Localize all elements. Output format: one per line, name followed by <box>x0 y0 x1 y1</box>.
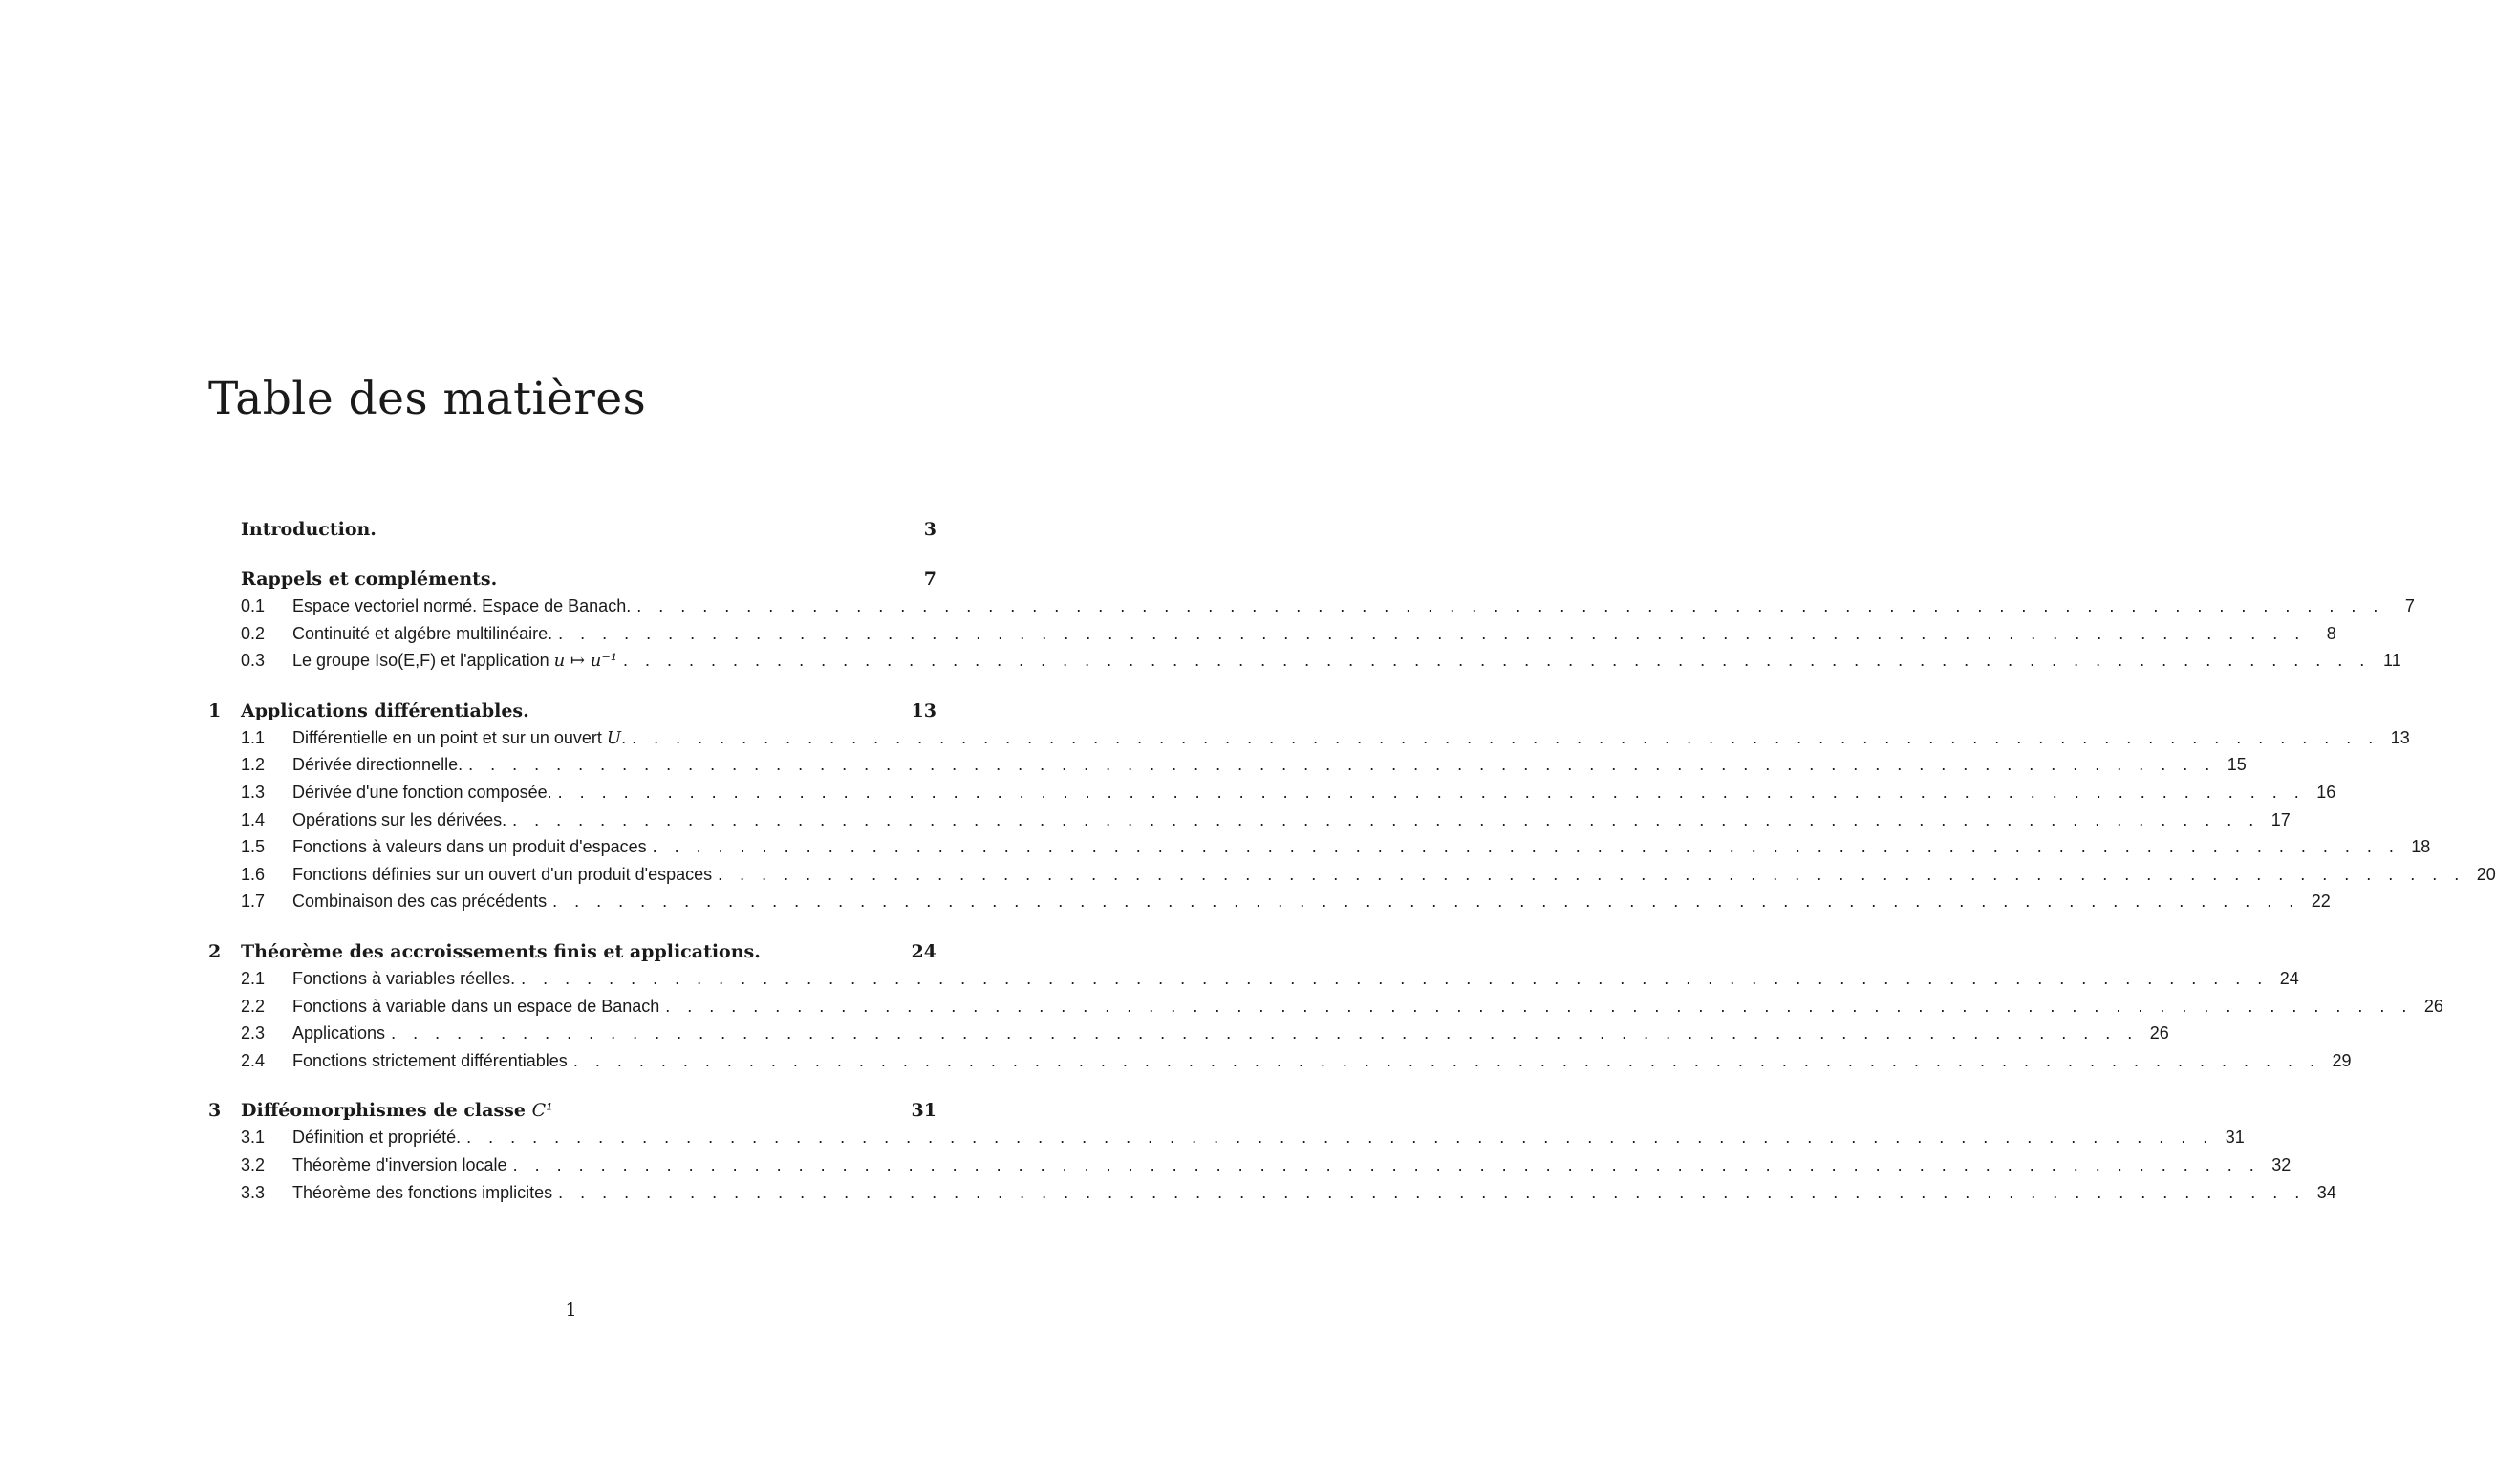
chapter-number: 1 <box>208 699 222 721</box>
chapter-title-text: Applications différentiables. <box>241 699 529 721</box>
chapter-number: 2 <box>208 940 222 962</box>
toc-section-entry[interactable] <box>208 1020 2169 1047</box>
section-title <box>292 1124 461 1151</box>
dot-leader: . . . . . . . . . . . . . . . . . . . . . . . . . . . . . . . . . . . . . . . . . . . . . . . . . . . . . . . . . . . . . . . . . . . . . . . . . . . . . . . . <box>623 651 2371 671</box>
chapter-title-math: C¹ <box>531 1100 553 1122</box>
toc-section-entry[interactable] <box>208 1047 2352 1075</box>
section-title <box>292 888 547 915</box>
section-number: 1.5 <box>241 837 266 857</box>
section-title <box>292 751 463 779</box>
section-page-number: 17 <box>2270 809 2291 829</box>
dot-leader: . . . . . . . . . . . . . . . . . . . . . . . . . . . . . . . . . . . . . . . . . . . . . . . . . . . . . . . . . . . . . . . . . . . . . . . . . . . . . . . . <box>652 837 2400 857</box>
section-title-text: Fonctions strictement différentiables <box>292 1050 568 1070</box>
section-title <box>292 647 617 676</box>
section-number: 1.6 <box>241 864 266 884</box>
dot-leader: . . . . . . . . . . . . . . . . . . . . . . . . . . . . . . . . . . . . . . . . . . . . . . . . . . . . . . . . . . . . . . . . . . . . . . . . . . . . . . . . <box>466 1128 2214 1148</box>
section-page-number: 15 <box>2227 755 2247 775</box>
toc-chapter-entry[interactable] <box>208 938 936 965</box>
chapter-title-text: Théorème des accroissements finis et applications. <box>241 940 761 962</box>
section-title-math: U <box>606 727 622 748</box>
section-page-number: 20 <box>2476 864 2496 884</box>
section-title-text: Différentielle en un point et sur un ouvert <box>292 727 602 747</box>
section-page-number: 26 <box>2423 996 2443 1016</box>
section-page-number: 32 <box>2271 1154 2292 1174</box>
section-title-text: Théorème des fonctions implicites <box>292 1182 553 1202</box>
section-title-text: Fonctions à variable dans un espace de Banach <box>292 996 660 1016</box>
section-title <box>292 724 626 753</box>
chapter-page-number: 31 <box>911 1100 936 1122</box>
chapter-title-text: Difféomorphismes de classe <box>241 1100 526 1122</box>
toc-chapter-entry[interactable] <box>208 698 936 724</box>
section-title-text: Définition et propriété. <box>292 1128 462 1148</box>
section-page-number: 34 <box>2316 1182 2336 1202</box>
section-number: 2.1 <box>241 968 266 988</box>
section-title-suffix: . <box>621 727 627 747</box>
toc-section-entry[interactable] <box>208 724 2410 752</box>
chapter-page-number: 24 <box>911 940 936 962</box>
dot-leader: . . . . . . . . . . . . . . . . . . . . . . . . . . . . . . . . . . . . . . . . . . . . . . . . . . . . . . . . . . . . . . . . . . . . . . . . . . . . . . . . <box>391 1023 2139 1043</box>
chapter-page-number: 13 <box>911 699 936 721</box>
section-number: 0.2 <box>241 623 266 643</box>
chapter-title <box>241 698 908 724</box>
section-title <box>292 779 552 807</box>
section-title <box>292 592 631 620</box>
section-title-text: Fonctions à valeurs dans un produit d'espaces <box>292 837 647 857</box>
section-number: 3.2 <box>241 1154 266 1174</box>
toc-chapter-block <box>208 698 2496 915</box>
section-number: 1.4 <box>241 809 266 829</box>
section-title <box>292 620 552 648</box>
section-page-number: 11 <box>2383 651 2401 671</box>
dot-leader: . . . . . . . . . . . . . . . . . . . . . . . . . . . . . . . . . . . . . . . . . . . . . . . . . . . . . . . . . . . . . . . . . . . . . . . . . . . . . . . . <box>521 968 2269 988</box>
toc-chapter-block <box>208 516 936 543</box>
chapter-title <box>241 516 908 543</box>
section-title <box>292 993 659 1021</box>
section-title-text: Combinaison des cas précédents <box>292 892 548 912</box>
section-number: 2.2 <box>241 996 266 1016</box>
chapter-page-number: 7 <box>923 569 936 590</box>
section-title-text: Continuité et algébre multilinéaire. <box>292 623 553 643</box>
dot-leader: . . . . . . . . . . . . . . . . . . . . . . . . . . . . . . . . . . . . . . . . . . . . . . . . . . . . . . . . . . . . . . . . . . . . . . . . . . . . . . . . <box>636 596 2384 615</box>
section-number: 1.2 <box>241 755 266 775</box>
toc-section-entry[interactable] <box>208 993 2443 1021</box>
toc-section-entry[interactable] <box>208 833 2431 861</box>
toc-chapter-entry[interactable] <box>208 566 936 592</box>
dot-leader: . . . . . . . . . . . . . . . . . . . . . . . . . . . . . . . . . . . . . . . . . . . . . . . . . . . . . . . . . . . . . . . . . . . . . . . . . . . . . . . . <box>552 892 2300 912</box>
dot-leader: . . . . . . . . . . . . . . . . . . . . . . . . . . . . . . . . . . . . . . . . . . . . . . . . . . . . . . . . . . . . . . . . . . . . . . . . . . . . . . . . <box>558 623 2306 643</box>
section-number: 3.3 <box>241 1182 266 1202</box>
toc-section-entry[interactable] <box>208 751 2247 779</box>
toc-section-entry[interactable] <box>208 1179 2336 1207</box>
dot-leader: . . . . . . . . . . . . . . . . . . . . . . . . . . . . . . . . . . . . . . . . . . . . . . . . . . . . . . . . . . . . . . . . . . . . . . . . . . . . . . . . <box>557 782 2306 802</box>
dot-leader: . . . . . . . . . . . . . . . . . . . . . . . . . . . . . . . . . . . . . . . . . . . . . . . . . . . . . . . . . . . . . . . . . . . . . . . . . . . . . . . . <box>512 1154 2261 1174</box>
toc-section-entry[interactable] <box>208 965 2299 993</box>
dot-leader: . . . . . . . . . . . . . . . . . . . . . . . . . . . . . . . . . . . . . . . . . . . . . . . . . . . . . . . . . . . . . . . . . . . . . . . . . . . . . . . . <box>665 996 2413 1016</box>
section-number: 1.7 <box>241 892 266 912</box>
section-page-number: 26 <box>2149 1023 2169 1043</box>
section-title-text: Dérivée directionnelle. <box>292 755 463 775</box>
chapter-title <box>241 1097 908 1124</box>
section-title <box>292 1179 552 1207</box>
section-number: 3.1 <box>241 1128 266 1148</box>
toc-chapter-block <box>208 938 2443 1074</box>
section-number: 1.1 <box>241 727 266 747</box>
chapter-page-number: 3 <box>923 519 936 540</box>
section-page-number: 8 <box>2326 623 2336 643</box>
section-title-text: Opérations sur les dérivées. <box>292 809 507 829</box>
section-title-math: u ↦ u⁻¹ <box>553 651 618 672</box>
section-title-text: Fonctions définies sur un ouvert d'un produit d'espaces <box>292 864 713 884</box>
section-title-text: Espace vectoriel normé. Espace de Banach. <box>292 596 632 615</box>
dot-leader: . . . . . . . . . . . . . . . . . . . . . . . . . . . . . . . . . . . . . . . . . . . . . . . . . . . . . . . . . . . . . . . . . . . . . . . . . . . . . . . . <box>558 1182 2306 1202</box>
dot-leader: . . . . . . . . . . . . . . . . . . . . . . . . . . . . . . . . . . . . . . . . . . . . . . . . . . . . . . . . . . . . . . . . . . . . . . . . . . . . . . . . <box>468 755 2216 775</box>
dot-leader: . . . . . . . . . . . . . . . . . . . . . . . . . . . . . . . . . . . . . . . . . . . . . . . . . . . . . . . . . . . . . . . . . . . . . . . . . . . . . . . . <box>512 809 2260 829</box>
section-page-number: 29 <box>2332 1050 2352 1070</box>
toc-section-entry[interactable] <box>208 807 2291 834</box>
section-page-number: 24 <box>2279 968 2299 988</box>
section-number: 1.3 <box>241 782 266 802</box>
section-page-number: 18 <box>2411 837 2431 857</box>
section-title <box>292 833 647 861</box>
section-title <box>292 1151 507 1179</box>
section-title-text: Dérivée d'une fonction composée. <box>292 782 552 802</box>
toc-section-entry[interactable] <box>208 779 2336 807</box>
page-number: 1 <box>565 1300 577 1321</box>
page-title: Table des matières <box>208 373 647 425</box>
section-number: 0.1 <box>241 596 266 615</box>
toc-section-entry[interactable] <box>208 1124 2245 1151</box>
section-title-text: Théorème d'inversion locale <box>292 1154 507 1174</box>
section-number: 2.3 <box>241 1023 266 1043</box>
chapter-title <box>241 566 908 592</box>
dot-leader: . . . . . . . . . . . . . . . . . . . . . . . . . . . . . . . . . . . . . . . . . . . . . . . . . . . . . . . . . . . . . . . . . . . . . . . . . . . . . . . . <box>632 727 2379 747</box>
toc-section-entry[interactable] <box>208 1151 2292 1179</box>
section-page-number: 7 <box>2404 596 2415 615</box>
section-page-number: 31 <box>2225 1128 2245 1148</box>
section-title <box>292 861 712 889</box>
chapter-title-text: Rappels et compléments. <box>241 569 498 590</box>
section-title <box>292 1047 568 1075</box>
toc-section-entry[interactable] <box>208 592 2415 620</box>
section-page-number: 16 <box>2316 782 2336 802</box>
section-title-text: Applications <box>292 1023 386 1043</box>
section-title-text: Fonctions à variables réelles. <box>292 968 516 988</box>
toc-chapter-block <box>208 566 2415 675</box>
toc-section-entry[interactable] <box>208 861 2496 889</box>
section-page-number: 22 <box>2311 892 2331 912</box>
section-title-text: Le groupe Iso(E,F) et l'application <box>292 651 549 671</box>
dot-leader: . . . . . . . . . . . . . . . . . . . . . . . . . . . . . . . . . . . . . . . . . . . . . . . . . . . . . . . . . . . . . . . . . . . . . . . . . . . . . . . . <box>718 864 2465 884</box>
chapter-title-text: Introduction. <box>241 519 377 540</box>
section-number: 0.3 <box>241 651 266 671</box>
toc-chapter-entry[interactable] <box>208 516 936 543</box>
table-of-contents <box>208 516 2496 1229</box>
toc-section-entry[interactable] <box>208 647 2401 675</box>
toc-section-entry[interactable] <box>208 888 2331 915</box>
section-title <box>292 1020 385 1047</box>
chapter-title <box>241 938 908 965</box>
section-page-number: 13 <box>2390 727 2410 747</box>
toc-chapter-entry[interactable] <box>208 1097 936 1124</box>
section-number: 2.4 <box>241 1050 266 1070</box>
section-title <box>292 807 506 834</box>
dot-leader: . . . . . . . . . . . . . . . . . . . . . . . . . . . . . . . . . . . . . . . . . . . . . . . . . . . . . . . . . . . . . . . . . . . . . . . . . . . . . . . . <box>572 1050 2321 1070</box>
chapter-number: 3 <box>208 1100 222 1122</box>
section-title <box>292 965 515 993</box>
toc-chapter-block <box>208 1097 2336 1206</box>
toc-section-entry[interactable] <box>208 620 2336 648</box>
